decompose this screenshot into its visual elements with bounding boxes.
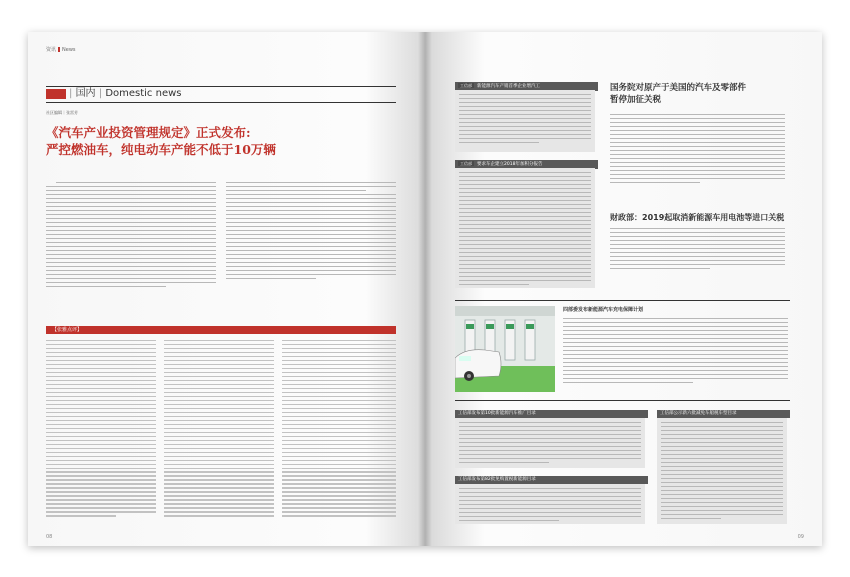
photo-rule-top <box>455 300 790 301</box>
bottom-box-2-title: 工信部发布第82批免购置税新能源目录 <box>458 477 536 482</box>
photo-caption: 四部委发布新能源汽车充电保障计划 <box>563 307 644 313</box>
right-headline-1-line-1: 国务院对原产于美国的汽车及零部件 <box>610 83 747 93</box>
news-item-2-text <box>459 172 591 288</box>
photo-article-text <box>563 318 788 386</box>
byline: 社区编辑｜张雷芳 <box>46 110 78 115</box>
headline-line-1: 《汽车产业投资管理规定》正式发布: <box>46 125 251 140</box>
section-divider <box>58 47 60 52</box>
bottom-box-3-header <box>657 410 790 418</box>
right-headline-1-line-2: 暂停加征关税 <box>610 95 662 105</box>
charging-station-icon <box>455 306 555 392</box>
comment-label: 【张雅点评】 <box>52 327 83 333</box>
right-headline-1-text <box>610 114 785 186</box>
spread-gutter <box>418 32 432 546</box>
body-column-1 <box>46 182 216 290</box>
bottom-box-3-title: 工信部公示新六批减免车船税车型目录 <box>660 411 737 416</box>
news-item-1-title: 新能源汽车产销首季企业增汽工 <box>477 84 540 89</box>
photo-rule-bottom <box>455 400 790 401</box>
bottom-box-3-text <box>661 422 783 522</box>
section-header <box>46 46 76 53</box>
body-column-2 <box>226 182 396 282</box>
right-headline-2: 财政部：2019起取消新能源车用电池等进口关税 <box>610 213 785 222</box>
section-label: 资讯 <box>46 47 57 53</box>
column-title-cn: 国内 <box>75 88 96 99</box>
bottom-box-2-header <box>455 476 648 484</box>
comment-column-3 <box>282 340 396 519</box>
news-item-2-title: 要求车企建立2018年加积分报告 <box>477 162 543 167</box>
section-label-en: News <box>62 47 76 53</box>
right-headline-1 <box>610 82 746 106</box>
column-title: | 国内 | Domestic news <box>69 88 182 99</box>
right-headline-2-text <box>610 228 785 272</box>
left-page <box>28 32 425 546</box>
bottom-box-2-text <box>459 488 641 524</box>
comment-bar <box>46 326 396 334</box>
news-item-1-tag: 工信部 <box>460 83 472 88</box>
column-rule-bottom <box>46 102 396 103</box>
comment-column-2 <box>164 340 274 519</box>
column-title-en: Domestic news <box>105 88 182 99</box>
headline <box>46 124 276 158</box>
page-number-right: 09 <box>797 534 804 540</box>
charging-station-photo <box>455 306 555 392</box>
news-item-2-tag: 工信部 <box>460 161 472 166</box>
bottom-box-1-title: 工信部发布第10批新能源汽车推广目录 <box>458 411 536 416</box>
page-number-left: 08 <box>46 534 53 540</box>
column-red-block <box>46 89 66 99</box>
right-page <box>425 32 822 546</box>
news-item-1-text <box>459 94 591 146</box>
bottom-box-1-text <box>459 422 641 466</box>
bottom-box-1-header <box>455 410 648 418</box>
comment-column-1 <box>46 340 156 519</box>
headline-line-2: 严控燃油车，纯电动车产能不低于10万辆 <box>46 142 276 157</box>
magazine-spread <box>28 32 822 546</box>
